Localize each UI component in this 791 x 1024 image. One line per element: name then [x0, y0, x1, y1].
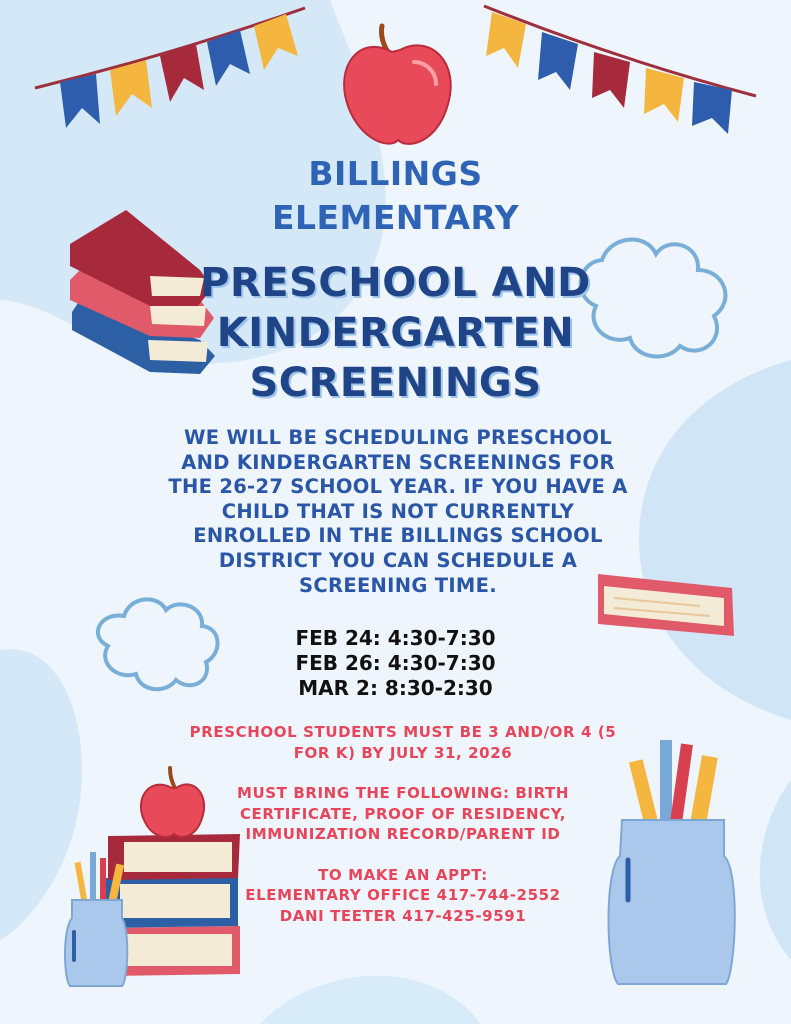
date-item: MAR 2: 8:30-2:30: [298, 676, 493, 700]
screening-dates: [0, 626, 791, 701]
bring-items: MUST BRING THE FOLLOWING: BIRTH CERTIFICATE, PROOF OF RESIDENCY, IMMUNIZATION RECORD/PARENT ID: [236, 784, 570, 843]
title-line1: PRESCHOOL AND: [200, 260, 591, 306]
title-line2: KINDERGARTEN: [216, 310, 575, 356]
age-requirement: PRESCHOOL STUDENTS MUST BE 3 AND/OR 4 (5 FOR K) BY JULY 31, 2026: [189, 723, 617, 762]
info-section: [188, 722, 618, 926]
school-name: [0, 152, 791, 240]
contact-person: DANI TEETER 417-425-9591: [279, 906, 527, 925]
pencil-cup-icon: [65, 852, 127, 986]
bunting-right-icon: [484, 6, 756, 134]
contact-heading: TO MAKE AN APPT:: [318, 865, 488, 884]
date-item: FEB 26: 4:30-7:30: [295, 651, 496, 675]
intro-paragraph: WE WILL BE SCHEDULING PRESCHOOL AND KINDERGARTEN SCREENINGS FOR THE 26-27 SCHOOL YEAR. IF YOU HAVE A CHILD THAT IS NOT CURRENTLY ENROLLED IN THE BILLINGS SCHOOL DISTRICT YOU CAN SCHEDULE A SCREENING TIME.: [168, 426, 628, 597]
contact-block: [188, 865, 618, 927]
bunting-left-icon: [35, 8, 305, 128]
school-name-line1: BILLINGS: [308, 154, 483, 193]
date-item: FEB 24: 4:30-7:30: [295, 626, 496, 650]
school-name-line2: ELEMENTARY: [271, 198, 520, 237]
apple-icon: [344, 26, 451, 144]
pencil-cup-icon: [609, 740, 735, 984]
page-title: [0, 258, 791, 408]
contact-office: ELEMENTARY OFFICE 417-744-2552: [245, 886, 561, 904]
title-line3: SCREENINGS: [249, 360, 542, 406]
